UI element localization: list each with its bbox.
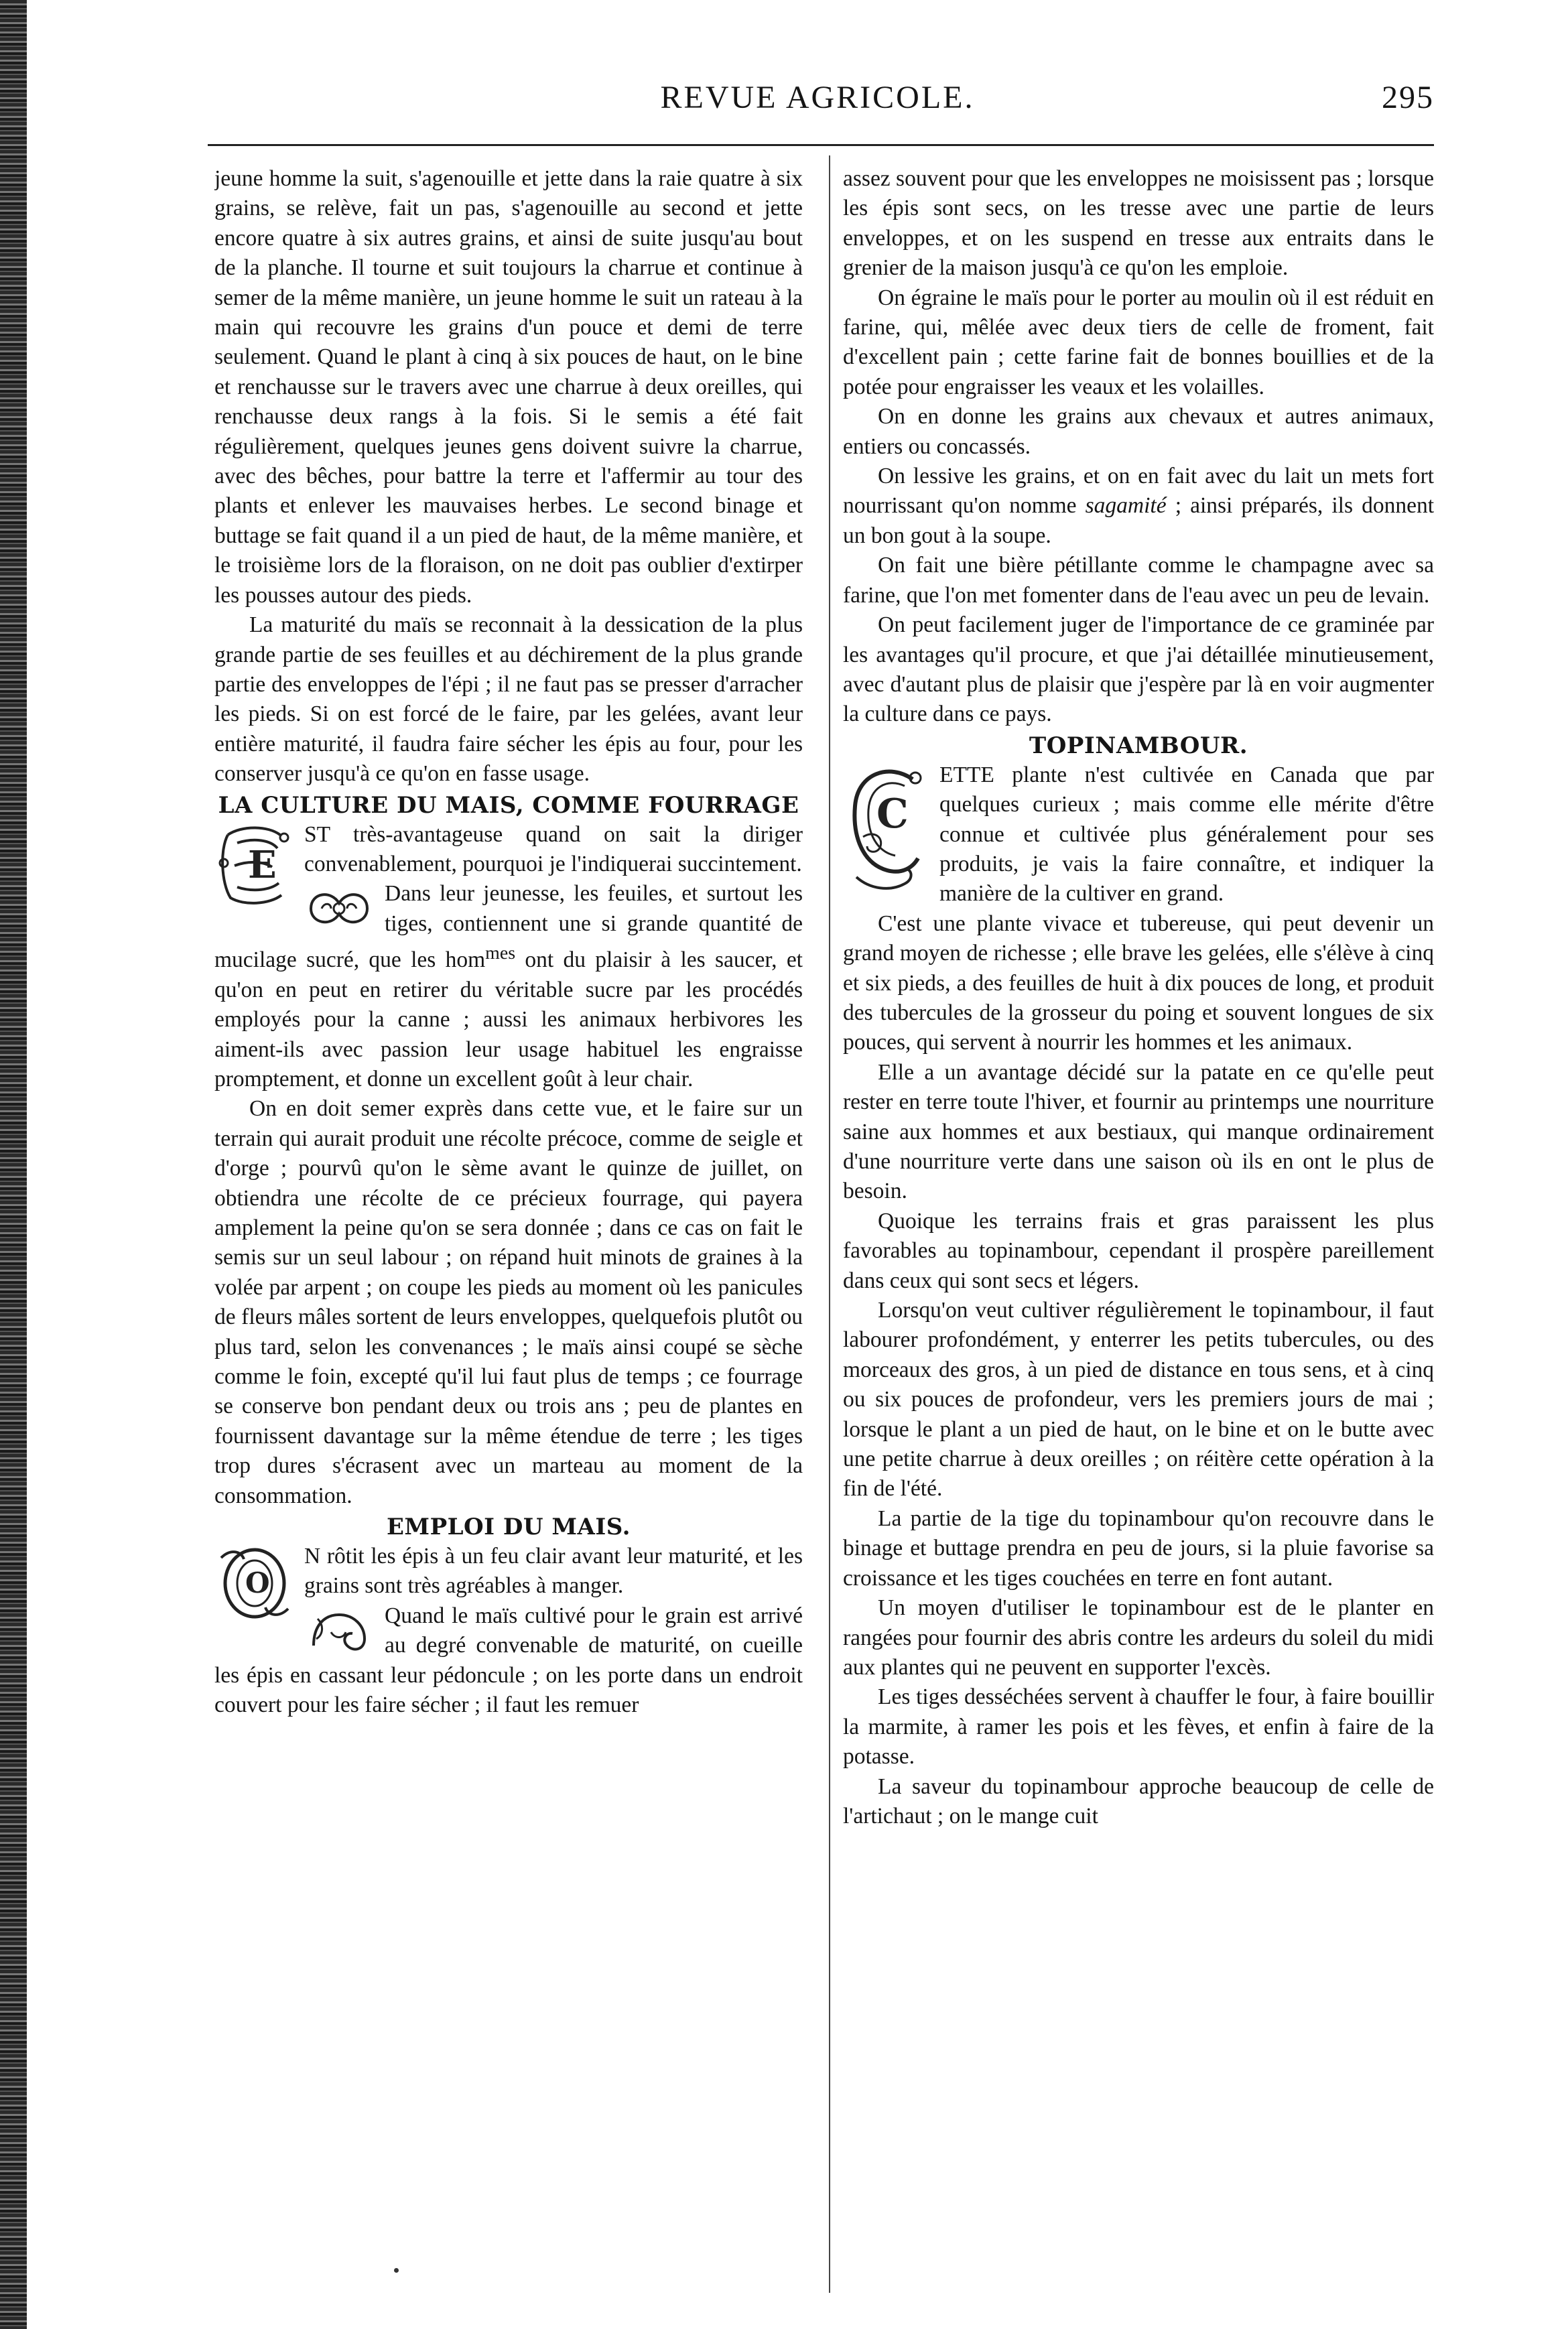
running-title: REVUE AGRICOLE.	[660, 80, 975, 115]
superscript-abbreviation: mes	[485, 943, 516, 964]
dropcap-letter: E	[248, 842, 277, 887]
scanned-binding-edge	[0, 0, 27, 2329]
paragraph-text: Dans leur jeunesse, les feuiles, et surtout les tiges, contiennent une si grande quantité de mucilage sucré, que les hom	[214, 881, 803, 973]
decorative-initial-e	[214, 823, 293, 909]
page-number: 295	[1382, 80, 1434, 115]
paragraph: jeune homme la suit, s'agenouille et jette dans la raie quatre à six grains, se relève, fait un pas, s'agenouille au second et jette encore quatre à six autres grains, et ainsi de suite jusqu'au bout de la planche. Il tourne et suit toujours la charrue et continue à semer de la même manière, un jeune homme le suit un rateau à la main qui recouvre les grains d'un pouce et demi de terre seulement. Quand le plant à cinq à six pouces de haut, on le bine et renchausse sur le travers avec une charrue à deux oreilles, qui renchausse deux rangs à la fois. Si le semis a été fait régulièrement, quelques jeunes gens doivent suivre la charrue, avec des bêches, pour battre la terre et l'affermir au tour des plants et enlever les mauvaises herbes. Le second binage et buttage se fait quand il a un pied de haut, de la même manière, et le troisième lors de la floraison, on ne doit pas oublier d'extirper les pousses autour des pieds.	[214, 166, 803, 608]
section-heading-emploi: EMPLOI DU MAIS.	[387, 1514, 631, 1541]
paragraph-with-ornament	[214, 879, 803, 1094]
paragraph-text: ETTE plante n'est cultivée en Canada que par quelques curieux ; mais comme elle mérite d'être connue et cultivée plus généralement pour ses produits, je vais la faire connaître, et indiquer la manière de la cultiver en grand.	[939, 762, 1434, 907]
paragraph-with-dropcap	[843, 760, 1434, 909]
paragraph: Quoique les terrains frais et gras paraissent les plus favorables au topinambour, cependant il prospère pareillement dans ceux qui sont secs et légers.	[843, 1208, 1434, 1293]
header-rule	[208, 144, 1434, 146]
paragraph: C'est une plante vivace et tubereuse, qui peut devenir un grand moyen de richesse ; elle brave les gelées, elle s'élève à cinq et six pieds, a des feuilles de huit à dix pouces de long, et produit des tubercules de la grosseur du poing et souvent longues de six pouces, qui servent à nourrir les hommes et les animaux.	[843, 911, 1434, 1055]
paragraph: La partie de la tige du topinambour qu'on recouvre dans le binage et buttage prendra en peu de jours, si la pluie favorise sa croissance et les tiges couchées en terre en font autant.	[843, 1506, 1434, 1591]
paragraph: On en donne les grains aux chevaux et autres animaux, entiers ou concassés.	[843, 404, 1434, 459]
paragraph-text: Quand le maïs cultivé pour le grain est arrivé au degré convenable de maturité, on cueille les épis en cassant leur pédoncule ; on les porte dans un endroit couvert pour les faire sécher ; il faut les remuer	[214, 1603, 803, 1718]
decorative-initial-o	[214, 1544, 293, 1622]
right-column	[843, 164, 1434, 2315]
paragraph: Les tiges desséchées servent à chauffer le four, à faire bouillir la marmite, à ramer les pois et les fèves, et enfin à faire de la potasse.	[843, 1684, 1434, 1770]
italic-term: sagamité	[1085, 493, 1167, 519]
ornament-icon	[304, 1605, 374, 1656]
paragraph-text-continued: ; ainsi préparés, ils donnent un bon gout à la soupe.	[843, 493, 1434, 548]
paragraph: assez souvent pour que les enveloppes ne moisissent pas ; lorsque les épis sont secs, on les tresse avec une partie de leurs enveloppes, et on les suspend en tresse aux entraits dans le grenier de la maison jusqu'à ce qu'on les emploie.	[843, 166, 1434, 281]
paragraph	[843, 462, 1434, 551]
paragraph-with-dropcap	[214, 820, 803, 887]
paragraph: La maturité du maïs se reconnait à la dessication de la plus grande partie de ses feuilles et au déchirement de la plus grande partie des enveloppes de l'épi ; il ne faut pas se presser d'arracher les pieds. Si on est forcé de le faire, par les gelées, avant leur entière maturité, il faudra faire sécher les épis au four, pour les conserver jusqu'à ce qu'on en fasse usage.	[214, 612, 803, 787]
paragraph-with-dropcap	[214, 1542, 803, 1601]
paragraph: On peut facilement juger de l'importance de ce graminée par les avantages qu'il procure, et que j'ai détaillée minutieusement, avec d'autant plus de plaisir que j'espère par là en voir augmenter la culture dans ce pays.	[843, 612, 1434, 727]
ornament-icon	[304, 883, 374, 934]
section-heading-fourrage: LA CULTURE DU MAIS, COMME FOURRAGE	[218, 791, 799, 819]
dropcap-letter: C	[876, 790, 909, 838]
paragraph-text-continued: ont du plaisir à les saucer, et qu'on en peut en retirer du véritable sucre par les procédés employés pour la canne ; aussi les animaux herbivores les aiment-ils avec passion leur usage habituel les engraisse promptement, et donne un excellent goût à leur chair.	[214, 947, 803, 1091]
left-column	[214, 164, 803, 2315]
decorative-initial-c	[843, 763, 929, 897]
section-heading-topinambour: TOPINAMBOUR.	[1029, 732, 1248, 759]
paragraph-text: On lessive les grains, et on en fait avec du lait un mets fort nourrissant qu'on nomme	[843, 464, 1434, 519]
paragraph: Lorsqu'on veut cultiver régulièrement le topinambour, il faut labourer profondément, y enterrer les petits tubercules, ou des morceaux des gros, à un pied de distance en tous sens, et à cinq ou six pouces de profondeur, vers les premiers jours de mai ; lorsque le plant a un pied de haut, on le bine et on le butte avec une petite charrue à deux oreilles ; on réitère cette opération à la fin de l'été.	[843, 1298, 1434, 1502]
print-speck	[394, 2268, 399, 2273]
paragraph: On en doit semer exprès dans cette vue, et le faire sur un terrain qui aurait produit une récolte précoce, comme de seigle et d'orge ; pourvû qu'on le sème avant le quinze de juillet, on obtiendra une récolte de ce précieux fourrage, qui payera amplement la peine qu'on se sera donnée ; dans ce cas on fait le semis sur un seul labour ; on répand huit minots de graines à la volée par arpent ; on coupe les pieds au moment où les panicules de fleurs mâles sortent de leurs enveloppes, quelquefois plutôt ou plus tard, selon les convenances ; le maïs ainsi coupé se sèche comme le foin, excepté qu'il lui faut plus de temps ; ce fourrage se conserve bon pendant deux ou trois ans ; peu de plantes en fournissent davantage sur la même étendue de terre ; les tiges trop dures s'écrasent avec un marteau au moment de la consommation.	[214, 1096, 803, 1508]
paragraph: Elle a un avantage décidé sur la patate en ce qu'elle peut rester en terre toute l'hiver, et fournir au printemps une nourriture saine aux hommes et aux bestiaux, qui manque ordinairement d'une nourriture verte dans une saison où ils en ont le plus de besoin.	[843, 1059, 1434, 1204]
paragraph-text: N rôtit les épis à un feu clair avant leur maturité, et les grains sont très agréables à manger.	[304, 1544, 803, 1599]
paragraph-text: ST très-avantageuse quand on sait la diriger convenablement, pourquoi je l'indiquerai succintement.	[304, 821, 803, 876]
paragraph-with-ornament	[214, 1601, 803, 1721]
paragraph: On égraine le maïs pour le porter au moulin où il est réduit en farine, qui, mêlée avec deux tiers de celle de froment, fait d'excellent pain ; cette farine fait de bonnes bouillies et de la potée pour engraisser les veaux et les volailles.	[843, 285, 1434, 399]
page-header	[201, 79, 1434, 139]
column-divider	[829, 155, 830, 2293]
paragraph: Un moyen d'utiliser le topinambour est de le planter en rangées pour fournir des abris contre les ardeurs du soleil du midi aux plantes qui ne peuvent en supporter l'excès.	[843, 1595, 1434, 1680]
dropcap-letter: O	[245, 1567, 270, 1600]
paragraph: La saveur du topinambour approche beaucoup de celle de l'artichaut ; on le mange cuit	[843, 1774, 1434, 1828]
paragraph: On fait une bière pétillante comme le champagne avec sa farine, que l'on met fomenter dans de l'eau avec un peu de levain.	[843, 553, 1434, 608]
